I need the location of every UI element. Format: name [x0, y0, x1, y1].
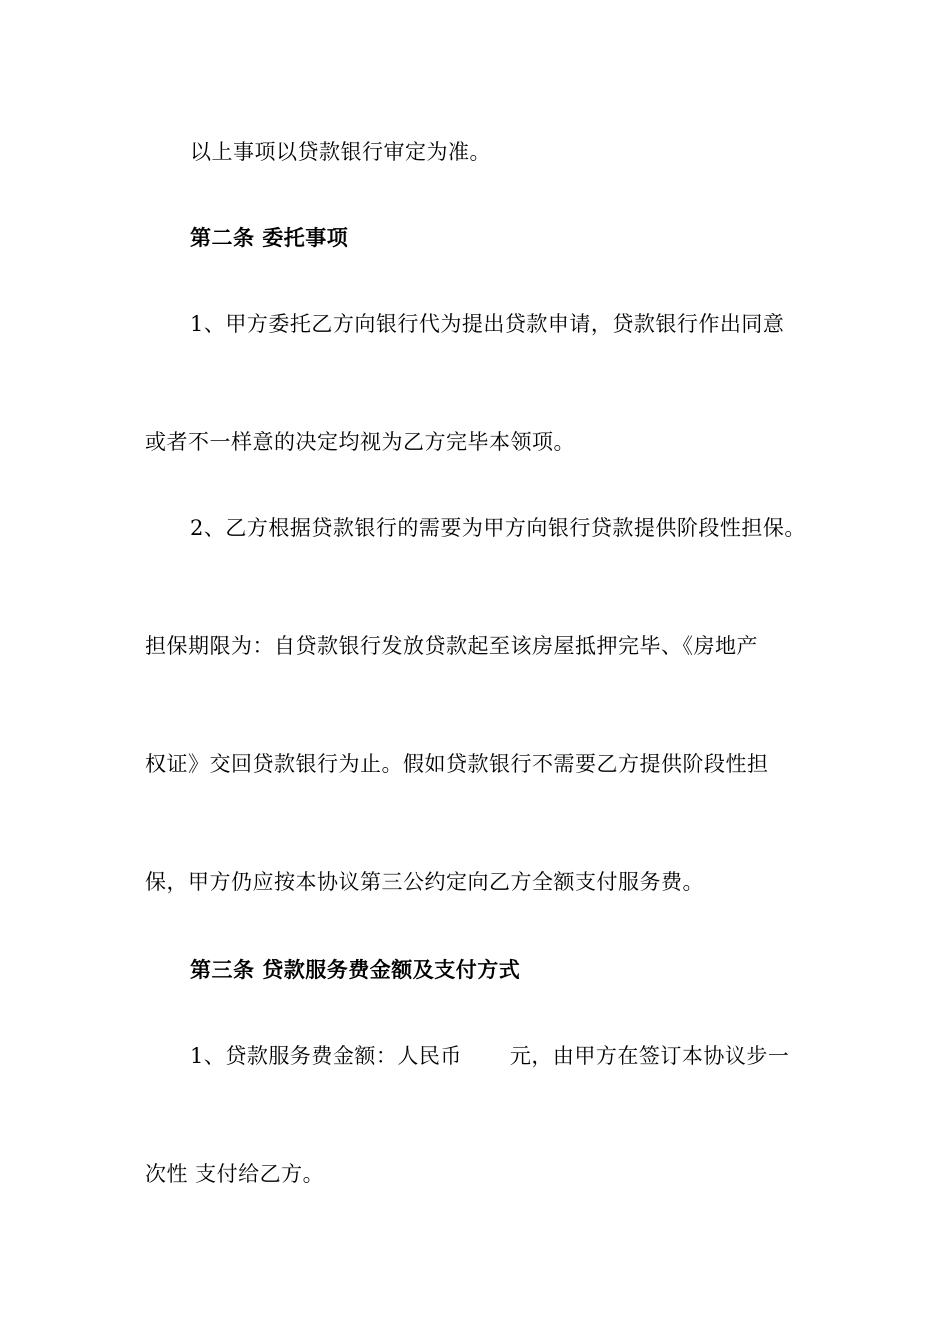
- paragraph-line-8: 保，甲方仍应按本协议第三公约定向乙方全额支付服务费。: [145, 870, 704, 894]
- paragraph-line-10: [190, 1042, 789, 1070]
- paragraph-line-11: 次性 支付给乙方。: [145, 1162, 325, 1186]
- paragraph-line-4: 或者不一样意的决定均视为乙方完毕本领项。: [145, 430, 575, 454]
- fee-amount-rest: 元，由甲方在签订本协议步一: [509, 1044, 790, 1068]
- paragraph-line-6: 担保期限为：自贷款银行发放贷款起至该房屋抵押完毕、《房地产: [145, 634, 758, 658]
- section-heading-2: 第二条 委托事项: [190, 225, 349, 250]
- paragraph-line-7: 权证》交回贷款银行为止。假如贷款银行不需要乙方提供阶段性担: [145, 752, 769, 776]
- paragraph-line-3: 1、甲方委托乙方向银行代为提出贷款申请，贷款银行作出同意: [190, 312, 785, 336]
- section-heading-3: 第三条 贷款服务费金额及支付方式: [190, 957, 521, 982]
- paragraph-line-1: 以上事项以贷款银行审定为准。: [190, 140, 491, 164]
- fee-amount-label: 1、贷款服务费金额：人民币: [190, 1044, 462, 1068]
- paragraph-line-5: 2、乙方根据贷款银行的需要为甲方向银行贷款提供阶段性担保。: [190, 516, 806, 540]
